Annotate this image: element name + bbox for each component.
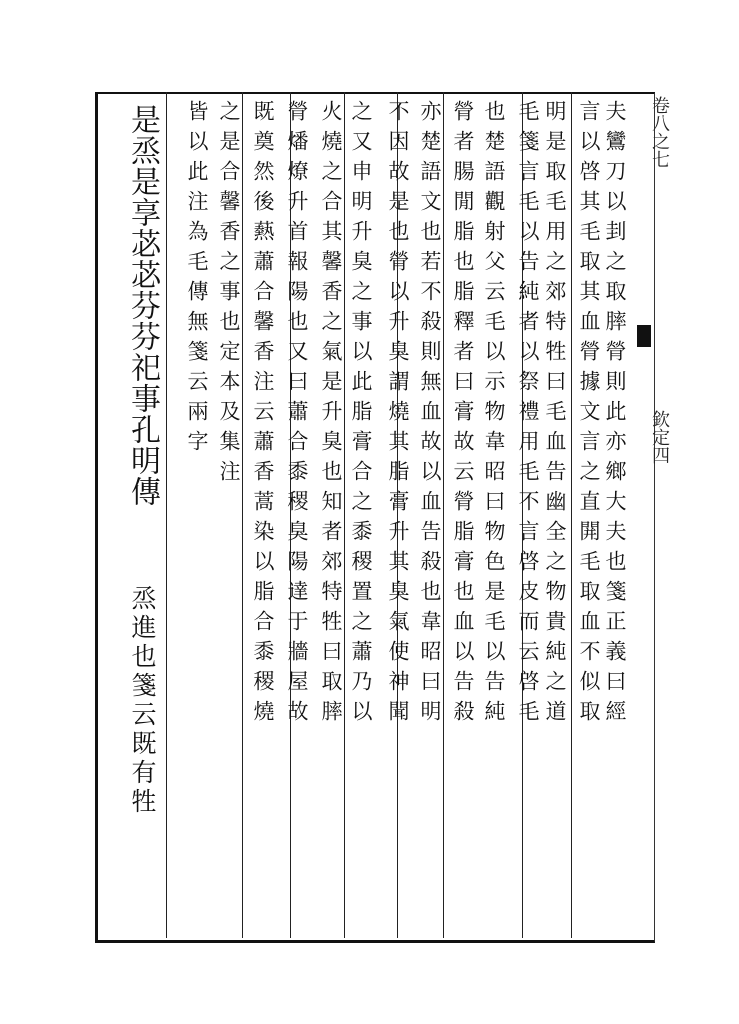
margin-fragment-top: 卷八之七: [649, 96, 670, 168]
main-text-column: 是烝是享苾苾芬芬祀事孔明傳: [125, 104, 160, 507]
column-rule: [166, 92, 167, 938]
text-column-2: 言以啓其毛取其血膋據文言之直䦕毛取血不似取: [577, 100, 601, 730]
text-column-8: 不因故是也膋以升臭謂燒其脂膏升其臭氣使神聞: [386, 100, 410, 730]
text-column-12: 既奠然後爇蕭合馨香注云蕭香蒿染以脂合黍稷燒: [251, 100, 275, 730]
fishtail-mark: [637, 325, 651, 347]
text-column-1: 夫鸞刀以刲之取膟膋則此亦鄉大夫也箋正義曰經: [603, 100, 627, 730]
text-column-13: 之是合馨香之事也定本及集注: [217, 100, 241, 490]
text-column-14: 皆以此注為毛傳無箋云兩字: [185, 100, 209, 460]
column-rule: [571, 92, 572, 938]
text-column-10: 火燒之合其馨香之氣是升臭也知者郊特牲曰取膟: [319, 100, 343, 730]
main-text-column-cont: 烝進也箋云既有牲: [128, 585, 157, 817]
margin-fragment-side: 欽定四: [649, 410, 670, 464]
text-column-7: 亦楚語文也若不殺則無血故以血告殺也韋昭曰明: [418, 100, 442, 730]
text-column-5: 也楚語觀射父云毛以示物韋昭曰物色是毛以告純: [482, 100, 506, 730]
text-column-3: 明是取毛用之郊特牲曰毛血告幽全之物貴純之道: [543, 100, 567, 730]
text-column-11: 膋燔燎升首報陽也又曰蕭合黍稷臭陽達于牆屋故: [285, 100, 309, 730]
text-column-9: 之又申明升臭之事以此脂膏合之黍稷置之蕭乃以: [349, 100, 373, 730]
text-column-6: 膋者腸閒脂也脂釋者曰膏故云膋脂膏也血以告殺: [451, 100, 475, 730]
text-column-4: 毛箋言毛以告純者以祭禮用毛不言啓皮而云啓毛: [516, 100, 540, 730]
